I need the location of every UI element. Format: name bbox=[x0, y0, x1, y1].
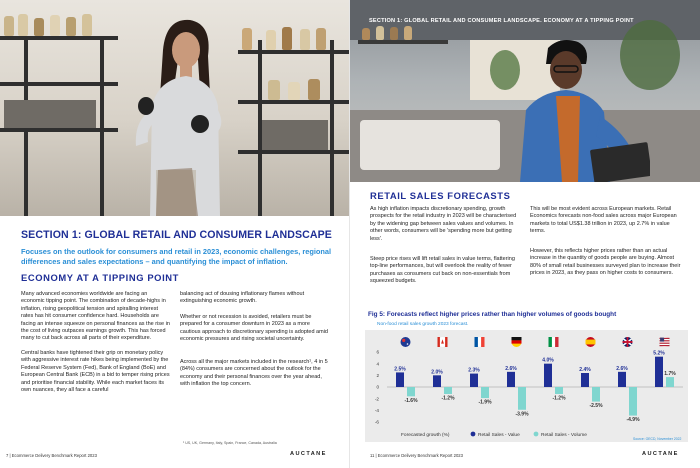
flag-canada-icon bbox=[438, 337, 448, 347]
growth-bar-chart bbox=[365, 330, 688, 442]
man-figure bbox=[500, 36, 650, 182]
right-paragraph-3: This will be most evident across European markets. Retail Economics forecasts non-food sales across major European markets to total US$1.38 trillion in 2023, up 2.7% in value terms. bbox=[530, 206, 677, 235]
section-subtitle: Focuses on the outlook for consumers and retail in 2023, economic challenges, regional differences and sales expectations – and quantifying the impact of inflation. bbox=[21, 247, 332, 266]
y-tick-label: -2 bbox=[374, 396, 379, 402]
woman-figure bbox=[128, 10, 238, 216]
auctane-logo-right: AUCTANE bbox=[642, 451, 679, 457]
flag-star bbox=[407, 343, 409, 345]
volume-label: -1.2% bbox=[552, 395, 566, 402]
shopper-photo bbox=[0, 0, 350, 216]
bar-value-us bbox=[655, 357, 663, 387]
flag-mark bbox=[402, 339, 405, 342]
flag-band-red bbox=[512, 340, 522, 343]
bar-value-italy bbox=[544, 364, 552, 387]
volume-label: -4.9% bbox=[626, 417, 640, 424]
left-paragraph-2: Central banks have tightened their grip on monetary policy with aggressive interest rate hikes being implemented by the Federal Reserve System (Fed), Bank of England (BoE) and European Central Bank (ECB) in a bid to temper rising prices and prioritise financial stability. While each market faces its own nuances, they all face a careful bbox=[21, 350, 170, 394]
flag-band-red bbox=[555, 337, 558, 347]
bar-volume-spain bbox=[592, 387, 600, 402]
flag-cross-v bbox=[627, 337, 629, 347]
flag-bg bbox=[401, 337, 411, 347]
flag-stripe bbox=[660, 345, 670, 346]
y-tick-label: -4 bbox=[374, 407, 379, 413]
bar-volume-us bbox=[666, 377, 674, 387]
retail-heading: RETAIL SALES FORECASTS bbox=[370, 190, 511, 201]
economy-heading: ECONOMY AT A TIPPING POINT bbox=[21, 272, 179, 283]
figure-title: Fig 5: Forecasts reflect higher prices rather than higher volumes of goods bought bbox=[368, 311, 617, 318]
bar-value-canada bbox=[433, 375, 441, 387]
chart-panel bbox=[365, 330, 688, 442]
y-tick-label: 0 bbox=[376, 384, 379, 390]
bar-volume-australia bbox=[407, 387, 415, 396]
right-paragraph-4: However, this reflects higher prices rather than an actual increase in the quantity of goods people are buying. Almost 80% of small retail businesses surveyed plan to increase their prices in 2023, as they pass on higher costs to consumers. bbox=[530, 248, 681, 277]
bar-value-australia bbox=[396, 372, 404, 387]
auctane-logo: AUCTANE bbox=[290, 451, 327, 457]
bar-volume-canada bbox=[444, 387, 452, 394]
value-label: 2.3% bbox=[468, 367, 480, 374]
flag-italy-icon bbox=[549, 337, 559, 347]
flag-france-icon bbox=[475, 337, 485, 347]
flag-canton bbox=[660, 338, 664, 342]
flag-us-icon bbox=[660, 337, 670, 347]
left-paragraph-1: Many advanced economies worldwide are facing an economic tipping point. The combination of decade-highs in inflation, rising geopolitical tension and spiralling interest rates has hit consumer confidence hard. Households are facing an intense squeeze on personal finances as the rise in the cost of living outpaces earnings growth. This has forced many to cut back across all parts of their expenditure. bbox=[21, 291, 170, 342]
y-tick-label: 4 bbox=[376, 361, 379, 367]
flag-australia-icon bbox=[401, 337, 411, 347]
flag-spain-icon bbox=[586, 337, 596, 347]
flag-band-black bbox=[512, 337, 522, 340]
value-label: 2.6% bbox=[616, 365, 628, 372]
flag-stripe bbox=[660, 343, 670, 344]
section-title: SECTION 1: GLOBAL RETAIL AND CONSUMER LANDSCAPE bbox=[21, 229, 332, 241]
volume-label: 1.7% bbox=[664, 371, 676, 378]
y-tick-label: 6 bbox=[376, 349, 379, 355]
value-label: 2.6% bbox=[505, 365, 517, 372]
volume-label: -1.2% bbox=[441, 395, 455, 402]
value-label: 2.5% bbox=[394, 366, 406, 373]
flag-germany-icon bbox=[512, 337, 522, 347]
bar-volume-france bbox=[481, 387, 489, 398]
flag-band-left bbox=[438, 337, 440, 347]
right-paragraph-1: As high inflation impacts discretionary spending, growth prospects for the retail industry in 2023 will be characterised by the widening gap between sales values and volumes. In other words, consumers will be 'spending more but getting less'. bbox=[370, 206, 517, 242]
left-footer: 7 | Ecommerce Delivery Benchmark Report 2023 bbox=[6, 453, 97, 458]
value-label: 4.0% bbox=[542, 357, 554, 364]
right-paragraph-2: Steep price rises will lift retail sales in value terms, flattering top-line performances, but will overlook the reality of fewer purchases as consumers cut back on non-essentials from squeezed budgets. bbox=[370, 256, 515, 285]
left-paragraph-4: Whether or not recession is avoided, retailers must be prepared for a consumer downturn in 2023 as a more cautious approach to discretionary spending is adopted amid economic pressures and rising societal uncertainty. bbox=[180, 314, 328, 343]
right-footer: 11 | Ecommerce Delivery Benchmark Report 2023 bbox=[370, 453, 463, 458]
page-banner: SECTION 1: GLOBAL RETAIL AND CONSUMER LANDSCAPE. ECONOMY AT A TIPPING POINT bbox=[369, 18, 634, 24]
legend-volume-label: Retail Sales - Volume bbox=[541, 433, 587, 438]
flag-band-green bbox=[549, 337, 552, 347]
figure-subtitle: Non-food retail sales growth 2023 forecast. bbox=[377, 322, 469, 327]
footnote: ¹ US, UK, Germany, Italy, Spain, France, Canada, Australia bbox=[183, 441, 277, 445]
volume-label: -3.9% bbox=[515, 411, 529, 418]
value-label: 2.4% bbox=[579, 367, 591, 373]
flag-band-yellow bbox=[586, 340, 596, 345]
bar-volume-uk bbox=[629, 387, 637, 416]
volume-label: -1.6% bbox=[404, 397, 418, 404]
legend-volume-marker bbox=[534, 432, 539, 437]
volume-label: -1.9% bbox=[478, 399, 492, 406]
flag-band-blue bbox=[475, 337, 478, 347]
legend-value-marker bbox=[471, 432, 476, 437]
bar-value-spain bbox=[581, 373, 589, 387]
flag-band-right bbox=[445, 337, 447, 347]
value-label: 5.2% bbox=[653, 350, 665, 357]
flag-band-red bbox=[481, 337, 484, 347]
volume-label: -2.5% bbox=[589, 403, 603, 410]
left-paragraph-5: Across all the major markets included in the research¹, 4 in 5 (84%) consumers are concerned about the outlook for the economy and their personal finances over the year ahead, with inflation the top concern. bbox=[180, 359, 328, 388]
y-tick-label: -6 bbox=[374, 419, 379, 425]
laptop-man-photo bbox=[350, 0, 700, 182]
y-tick-label: 2 bbox=[376, 372, 379, 378]
bar-value-uk bbox=[618, 372, 626, 387]
legend-title: Forecasted growth (%) bbox=[401, 433, 450, 438]
left-paragraph-3: balancing act of dousing inflationary flames without extinguishing economic growth. bbox=[180, 291, 305, 305]
flag-uk-icon bbox=[623, 337, 633, 347]
bar-value-germany bbox=[507, 372, 515, 387]
bar-volume-germany bbox=[518, 387, 526, 410]
legend-value-label: Retail Sales - Value bbox=[478, 433, 520, 438]
bar-value-france bbox=[470, 374, 478, 387]
value-label: 2.0% bbox=[431, 369, 443, 376]
chart-source: Source: OECD, November 2022 bbox=[633, 437, 682, 441]
bar-volume-italy bbox=[555, 387, 563, 394]
